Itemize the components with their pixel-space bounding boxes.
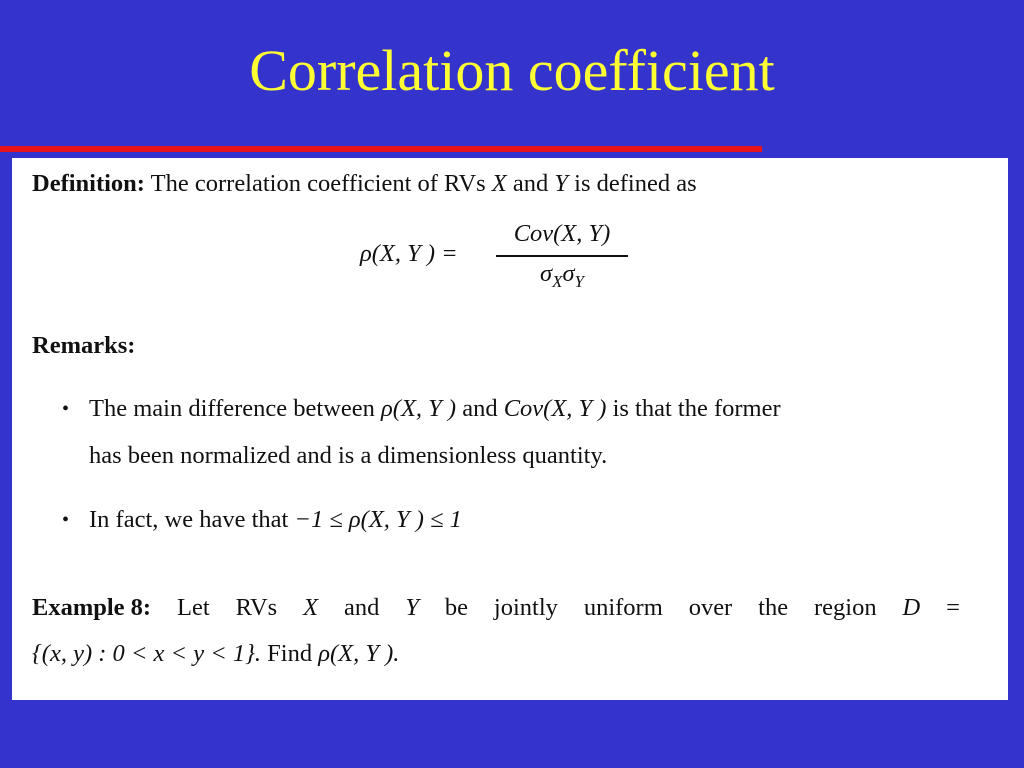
- example-word: RVs: [235, 594, 278, 621]
- formula-fraction-bar: [496, 255, 628, 257]
- example-find: Find: [267, 640, 313, 667]
- remark-1-and: and: [462, 395, 498, 422]
- example-heading: Example 8:: [32, 594, 152, 621]
- denominator-sigma-x: σ: [539, 260, 553, 287]
- definition-text-prefix: The correlation coefficient of RVs: [150, 170, 486, 197]
- definition-text-and: and: [512, 170, 549, 197]
- remark-2-inequality: −1 ≤ ρ(X, Y ) ≤ 1: [294, 506, 462, 533]
- example-word: and: [344, 594, 380, 621]
- bullet-icon: •: [62, 509, 70, 531]
- formula-denominator: [496, 260, 628, 291]
- remark-1-suffix: is that the former: [612, 395, 781, 422]
- remarks-heading-text: Remarks:: [32, 332, 136, 359]
- example-line-1: [32, 594, 960, 622]
- example-word: be: [444, 594, 468, 621]
- remark-1-rho: ρ(X, Y ): [381, 395, 457, 422]
- slide-title: Correlation coefficient: [249, 38, 775, 103]
- formula-lhs: ρ(X, Y ) =: [360, 240, 458, 267]
- example-equals: =: [946, 594, 960, 621]
- remark-1-cov: Cov(X, Y ): [503, 395, 607, 422]
- example-word: over: [688, 594, 733, 621]
- remarks-heading: [32, 332, 135, 360]
- example-var-y: Y: [405, 594, 419, 621]
- definition-line: [32, 170, 697, 198]
- remark-2-line: [89, 506, 462, 534]
- example-word: uniform: [583, 594, 663, 621]
- definition-var-x: X: [491, 170, 507, 197]
- example-word: the: [758, 594, 789, 621]
- remark-2-prefix: In fact, we have that: [89, 506, 289, 533]
- example-word: jointly: [493, 594, 558, 621]
- remark-1-line-1: [89, 395, 781, 423]
- denominator-sigma-y: σ: [562, 260, 575, 287]
- example-var-d: D: [902, 594, 921, 621]
- example-word: region: [814, 594, 877, 621]
- example-word: Let: [177, 594, 210, 621]
- definition-heading: Definition:: [32, 170, 145, 197]
- example-set: {(x, y) : 0 < x < y < 1}.: [32, 640, 262, 667]
- remark-1-line-2: has been normalized and is a dimensionless quantity.: [89, 442, 608, 469]
- definition-text-suffix: is defined as: [574, 170, 697, 197]
- denominator-sub-x: X: [552, 272, 563, 291]
- formula-numerator: Cov(X, Y): [513, 220, 611, 247]
- example-var-x: X: [303, 594, 319, 621]
- title-underline: [0, 146, 762, 152]
- example-line-2: [32, 640, 399, 668]
- remark-1-prefix: The main difference between: [89, 395, 375, 422]
- definition-var-y: Y: [554, 170, 569, 197]
- example-rho: ρ(X, Y ).: [318, 640, 400, 667]
- bullet-icon: •: [62, 398, 70, 420]
- content-panel: [12, 158, 1008, 700]
- denominator-sub-y: Y: [574, 272, 585, 291]
